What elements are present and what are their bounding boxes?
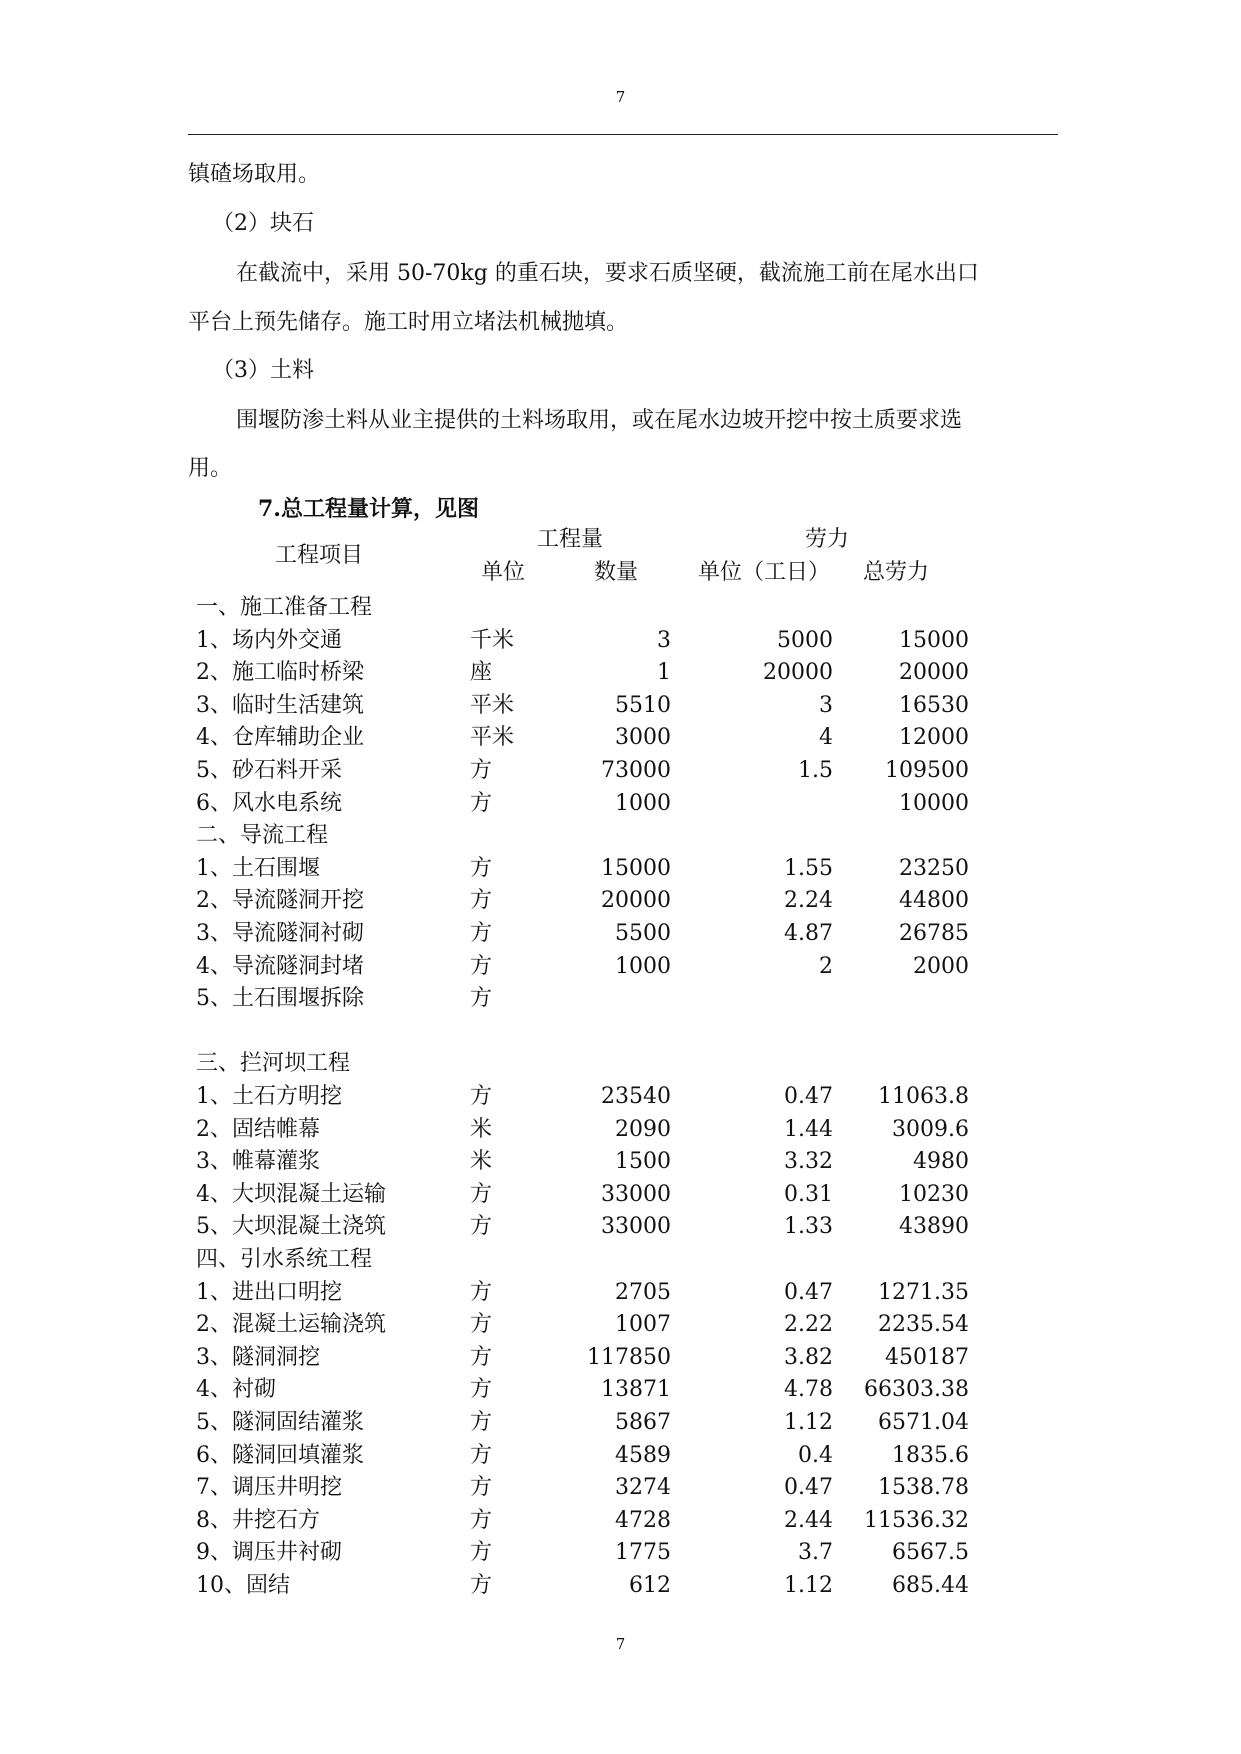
table-row xyxy=(0,1180,1241,1210)
table-cell-labor-unit: 2.44 xyxy=(784,1507,833,1533)
table-row xyxy=(0,626,1241,656)
table-cell-labor-unit: 5000 xyxy=(777,627,833,653)
table-row xyxy=(0,1082,1241,1112)
table-cell-item: 1、场内外交通 xyxy=(196,627,342,653)
table-cell-item: 2、导流隧洞开挖 xyxy=(196,888,364,914)
table-cell-unit: 千米 xyxy=(470,627,515,653)
subheading-stone: （2）块石 xyxy=(212,211,314,236)
table-cell-total-labor: 44800 xyxy=(899,888,969,914)
table-cell-total-labor: 685.44 xyxy=(892,1573,969,1598)
table-cell-item: 2、固结帷幕 xyxy=(196,1116,320,1142)
header-labor-unit: 单位（工日） xyxy=(698,560,831,585)
header-unit: 单位 xyxy=(481,560,526,585)
table-cell-total-labor: 6571.04 xyxy=(878,1410,969,1435)
table-cell-item: 1、进出口明挖 xyxy=(196,1279,342,1305)
table-cell-labor-unit: 3 xyxy=(819,692,833,718)
table-row xyxy=(0,789,1241,819)
table-cell-labor-unit: 1.12 xyxy=(784,1573,833,1598)
table-cell-item: 6、隧洞回填灌浆 xyxy=(196,1442,364,1468)
table-cell-unit: 方 xyxy=(470,1084,493,1109)
table-cell-unit: 方 xyxy=(470,1377,493,1403)
table-cell-unit: 座 xyxy=(470,660,493,686)
page-number-bottom: 7 xyxy=(615,1635,626,1653)
table-cell-item: 3、隧洞洞挖 xyxy=(196,1344,320,1370)
table-row xyxy=(0,1506,1241,1536)
paragraph-6: 围堰防渗土料从业主提供的土料场取用，或在尾水边坡开挖中按土质要求选 xyxy=(236,408,963,433)
table-cell-quantity: 33000 xyxy=(601,1181,671,1207)
table-cell-labor-unit: 3.32 xyxy=(784,1149,833,1175)
table-cell-quantity: 117850 xyxy=(587,1344,671,1370)
table-row xyxy=(0,1408,1241,1438)
table-cell-labor-unit: 1.5 xyxy=(798,758,833,783)
table-cell-unit: 方 xyxy=(470,1573,493,1598)
table-cell-total-labor: 109500 xyxy=(885,758,969,783)
section-heading: 7.总工程量计算，见图 xyxy=(258,496,479,522)
table-cell-labor-unit: 0.47 xyxy=(784,1475,833,1501)
header-quantity-group: 工程量 xyxy=(537,527,604,552)
table-row xyxy=(0,1147,1241,1177)
header-quantity: 数量 xyxy=(594,560,639,585)
table-row xyxy=(0,1571,1241,1601)
table-cell-item: 4、导流隧洞封堵 xyxy=(196,953,364,979)
table-row xyxy=(0,1049,1241,1079)
table-cell-unit: 方 xyxy=(470,1181,493,1207)
table-cell-unit: 方 xyxy=(470,1540,493,1566)
table-cell-item: 4、大坝混凝土运输 xyxy=(196,1181,386,1207)
table-cell-unit: 方 xyxy=(470,855,493,881)
table-row xyxy=(0,1375,1241,1405)
table-cell-labor-unit: 2.24 xyxy=(784,888,833,914)
table-cell-total-labor: 10000 xyxy=(899,790,969,816)
table-cell-labor-unit: 0.4 xyxy=(798,1442,833,1468)
table-cell-item: 1、土石围堰 xyxy=(196,855,320,881)
table-cell-unit: 方 xyxy=(470,1344,493,1370)
table-cell-total-labor: 11063.8 xyxy=(878,1084,969,1109)
table-cell-quantity: 5867 xyxy=(615,1410,671,1435)
table-cell-item: 5、隧洞固结灌浆 xyxy=(196,1410,364,1435)
table-cell-labor-unit: 4.78 xyxy=(784,1377,833,1403)
table-cell-total-labor: 16530 xyxy=(899,692,969,718)
table-cell-item: 8、井挖石方 xyxy=(196,1507,320,1533)
table-cell-quantity: 5500 xyxy=(615,921,671,946)
table-cell-labor-unit: 4 xyxy=(819,725,833,751)
table-cell-quantity: 15000 xyxy=(601,855,671,881)
table-cell-labor-unit: 1.12 xyxy=(784,1410,833,1435)
table-cell-item: 3、帷幕灌浆 xyxy=(196,1149,320,1175)
table-row xyxy=(0,1245,1241,1275)
table-cell-unit: 方 xyxy=(470,888,493,914)
table-cell-unit: 方 xyxy=(470,1442,493,1468)
table-cell-quantity: 33000 xyxy=(601,1214,671,1240)
table-cell-item: 9、调压井衬砌 xyxy=(196,1540,342,1566)
table-cell-unit: 方 xyxy=(470,953,493,979)
table-cell-item: 2、混凝土运输浇筑 xyxy=(196,1312,386,1338)
table-row xyxy=(0,1473,1241,1503)
table-cell-item: 三、拦河坝工程 xyxy=(196,1051,351,1077)
table-row xyxy=(0,886,1241,916)
table-cell-quantity: 1500 xyxy=(615,1149,671,1175)
table-cell-quantity: 4728 xyxy=(615,1507,671,1533)
table-cell-total-labor: 20000 xyxy=(899,660,969,686)
table-cell-item: 5、砂石料开采 xyxy=(196,758,342,783)
table-cell-quantity: 3274 xyxy=(615,1475,671,1501)
table-row xyxy=(0,821,1241,851)
table-row xyxy=(0,919,1241,949)
page-number-top: 7 xyxy=(615,88,626,106)
table-cell-unit: 平米 xyxy=(470,692,515,718)
table-cell-unit: 方 xyxy=(470,1312,493,1338)
table-cell-item: 5、大坝混凝土浇筑 xyxy=(196,1214,386,1240)
header-labor-group: 劳力 xyxy=(805,527,850,552)
table-cell-total-labor: 6567.5 xyxy=(892,1540,969,1566)
table-cell-labor-unit: 4.87 xyxy=(784,921,833,946)
table-cell-total-labor: 1538.78 xyxy=(878,1475,969,1501)
table-cell-labor-unit: 3.82 xyxy=(784,1344,833,1370)
table-cell-quantity: 612 xyxy=(629,1573,671,1598)
table-cell-quantity: 1000 xyxy=(615,790,671,816)
table-cell-quantity: 2090 xyxy=(615,1116,671,1142)
table-cell-quantity: 3 xyxy=(657,627,671,653)
table-row xyxy=(0,1278,1241,1308)
table-cell-labor-unit: 0.47 xyxy=(784,1084,833,1109)
table-cell-total-labor: 450187 xyxy=(885,1344,969,1370)
table-cell-labor-unit: 0.47 xyxy=(784,1279,833,1305)
table-cell-labor-unit: 1.33 xyxy=(784,1214,833,1240)
table-row xyxy=(0,1538,1241,1568)
table-cell-unit: 方 xyxy=(470,1507,493,1533)
table-row xyxy=(0,756,1241,786)
paragraph-3: 在截流中，采用 50-70kg 的重石块，要求石质坚硬，截流施工前在尾水出口 xyxy=(236,261,979,286)
table-cell-total-labor: 2235.54 xyxy=(878,1312,969,1338)
table-cell-unit: 方 xyxy=(470,1410,493,1435)
table-row xyxy=(0,952,1241,982)
table-cell-item: 3、临时生活建筑 xyxy=(196,692,364,718)
table-cell-labor-unit: 2.22 xyxy=(784,1312,833,1338)
table-cell-item: 1、土石方明挖 xyxy=(196,1084,342,1109)
table-row xyxy=(0,1441,1241,1471)
table-cell-total-labor: 4980 xyxy=(913,1149,969,1175)
table-cell-quantity: 1 xyxy=(657,660,671,686)
table-row xyxy=(0,658,1241,688)
table-row xyxy=(0,1017,1241,1047)
table-cell-total-labor: 26785 xyxy=(899,921,969,946)
table-cell-labor-unit: 1.44 xyxy=(784,1116,833,1142)
table-cell-item: 4、衬砌 xyxy=(196,1377,276,1403)
table-cell-labor-unit: 2 xyxy=(819,953,833,979)
table-cell-item: 2、施工临时桥梁 xyxy=(196,660,364,686)
paragraph-4: 平台上预先储存。施工时用立堵法机械抛填。 xyxy=(188,310,629,335)
table-cell-quantity: 1775 xyxy=(615,1540,671,1566)
table-cell-quantity: 13871 xyxy=(601,1377,671,1403)
table-cell-item: 6、风水电系统 xyxy=(196,790,342,816)
table-cell-quantity: 1000 xyxy=(615,953,671,979)
table-cell-unit: 方 xyxy=(470,1214,493,1240)
header-item: 工程项目 xyxy=(275,543,364,568)
table-cell-total-labor: 23250 xyxy=(899,855,969,881)
table-cell-total-labor: 3009.6 xyxy=(892,1116,969,1142)
table-cell-unit: 方 xyxy=(470,790,493,816)
table-cell-item: 5、土石围堰拆除 xyxy=(196,986,364,1012)
table-cell-quantity: 73000 xyxy=(601,758,671,783)
table-cell-total-labor: 11536.32 xyxy=(864,1507,969,1533)
table-cell-quantity: 1007 xyxy=(615,1312,671,1338)
table-cell-unit: 米 xyxy=(470,1149,493,1175)
table-row xyxy=(0,854,1241,884)
table-row xyxy=(0,691,1241,721)
table-row xyxy=(0,1343,1241,1373)
table-cell-total-labor: 2000 xyxy=(913,953,969,979)
table-cell-unit: 方 xyxy=(470,1279,493,1305)
table-row xyxy=(0,984,1241,1014)
table-cell-quantity: 4589 xyxy=(615,1442,671,1468)
table-cell-unit: 平米 xyxy=(470,725,515,751)
paragraph-1: 镇碴场取用。 xyxy=(188,162,321,187)
table-cell-item: 一、施工准备工程 xyxy=(196,595,373,620)
table-cell-total-labor: 12000 xyxy=(899,725,969,751)
table-cell-labor-unit: 1.55 xyxy=(784,855,833,881)
table-cell-labor-unit: 0.31 xyxy=(784,1181,833,1207)
table-cell-unit: 方 xyxy=(470,986,493,1012)
table-cell-quantity: 23540 xyxy=(601,1084,671,1109)
table-cell-item: 二、导流工程 xyxy=(196,823,329,849)
table-cell-total-labor: 1271.35 xyxy=(878,1279,969,1305)
table-cell-item: 7、调压井明挖 xyxy=(196,1475,342,1501)
table-cell-quantity: 5510 xyxy=(615,692,671,718)
header-total-labor: 总劳力 xyxy=(863,560,930,585)
table-cell-total-labor: 10230 xyxy=(899,1181,969,1207)
table-cell-quantity: 20000 xyxy=(601,888,671,914)
table-cell-quantity: 3000 xyxy=(615,725,671,751)
table-cell-item: 四、引水系统工程 xyxy=(196,1247,373,1272)
table-row xyxy=(0,1115,1241,1145)
table-cell-labor-unit: 20000 xyxy=(763,660,833,686)
table-cell-total-labor: 66303.38 xyxy=(864,1377,969,1403)
table-cell-total-labor: 43890 xyxy=(899,1214,969,1240)
table-cell-labor-unit: 3.7 xyxy=(798,1540,833,1566)
table-cell-total-labor: 15000 xyxy=(899,627,969,653)
table-cell-item: 4、仓库辅助企业 xyxy=(196,725,364,751)
table-cell-unit: 米 xyxy=(470,1116,493,1142)
table-cell-item: 10、固结 xyxy=(196,1573,290,1598)
table-cell-unit: 方 xyxy=(470,921,493,946)
subheading-soil: （3）土料 xyxy=(212,358,314,383)
table-cell-total-labor: 1835.6 xyxy=(892,1442,969,1468)
table-cell-unit: 方 xyxy=(470,758,493,783)
paragraph-7: 用。 xyxy=(188,456,233,481)
table-cell-item: 3、导流隧洞衬砌 xyxy=(196,921,364,946)
table-row xyxy=(0,1310,1241,1340)
table-row xyxy=(0,1212,1241,1242)
header-rule xyxy=(188,134,1058,135)
table-cell-quantity: 2705 xyxy=(615,1279,671,1305)
table-row xyxy=(0,723,1241,753)
table-row xyxy=(0,593,1241,623)
table-cell-unit: 方 xyxy=(470,1475,493,1501)
